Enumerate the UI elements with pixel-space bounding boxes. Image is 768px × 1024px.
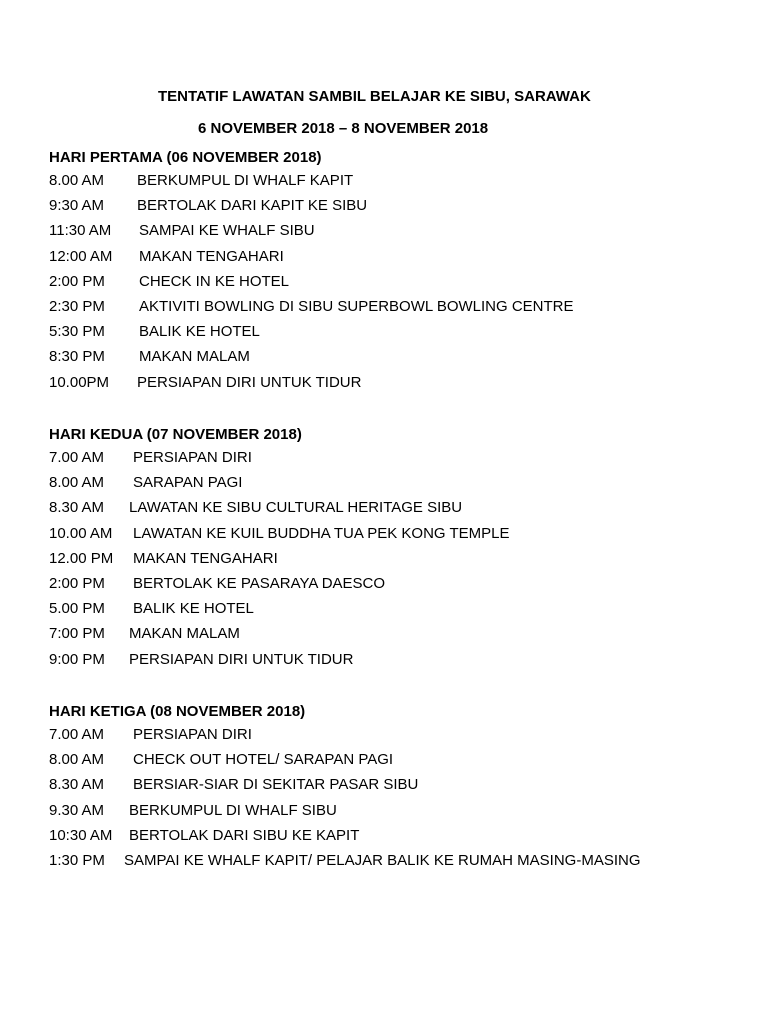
schedule-time: 9:30 AM [49, 197, 105, 215]
schedule-row [49, 445, 749, 470]
schedule-activity: MAKAN MALAM [139, 348, 250, 366]
schedule-row [49, 823, 749, 848]
schedule-activity: LAWATAN KE SIBU CULTURAL HERITAGE SIBU [129, 499, 463, 517]
schedule-row [49, 596, 749, 621]
day-two-heading: HARI KEDUA (07 NOVEMBER 2018) [49, 426, 302, 443]
schedule-row [49, 218, 749, 243]
schedule-row [49, 193, 749, 218]
schedule-activity: PERSIAPAN DIRI [133, 449, 252, 466]
schedule-activity: SARAPAN PAGI [133, 474, 243, 492]
schedule-row [49, 294, 749, 319]
schedule-activity: MAKAN MALAM [129, 625, 240, 643]
schedule-time: 8.00 AM [49, 172, 105, 189]
day-two-section [49, 425, 749, 672]
schedule-row [49, 772, 749, 797]
schedule-row [49, 344, 749, 369]
schedule-activity: AKTIVITI BOWLING DI SIBU SUPERBOWL BOWLING CENTRE [139, 297, 574, 315]
schedule-row [49, 370, 749, 395]
schedule-activity: BERTOLAK KE PASARAYA DAESCO [133, 574, 386, 592]
schedule-row [49, 798, 749, 823]
schedule-row [49, 168, 749, 193]
schedule-activity: BERSIAR-SIAR DI SEKITAR PASAR SIBU [133, 776, 419, 794]
schedule-time: 7.00 AM [49, 726, 105, 743]
schedule-row [49, 571, 749, 596]
schedule-row [49, 319, 749, 344]
schedule-row [49, 722, 749, 747]
schedule-time: 1:30 PM [49, 851, 105, 869]
schedule-activity: CHECK IN KE HOTEL [139, 272, 290, 290]
schedule-time: 2:30 PM [49, 297, 105, 315]
schedule-activity: MAKAN TENGAHARI [139, 247, 284, 265]
document-title: TENTATIF LAWATAN SAMBIL BELAJAR KE SIBU, SARAWAK [158, 88, 591, 105]
schedule-activity: PERSIAPAN DIRI UNTUK TIDUR [137, 373, 362, 391]
schedule-row [49, 244, 749, 269]
schedule-time: 9:00 PM [49, 650, 105, 668]
schedule-activity: BERTOLAK DARI SIBU KE KAPIT [129, 826, 360, 844]
schedule-activity: BALIK KE HOTEL [133, 600, 254, 618]
schedule-activity: BERKUMPUL DI WHALF KAPIT [137, 172, 354, 189]
schedule-activity: PERSIAPAN DIRI UNTUK TIDUR [129, 650, 354, 668]
schedule-activity: SAMPAI KE WHALF SIBU [139, 222, 315, 240]
schedule-time: 8:30 PM [49, 348, 105, 366]
day-three-section [49, 702, 749, 873]
schedule-activity: SAMPAI KE WHALF KAPIT/ PELAJAR BALIK KE RUMAH MASING-MASING [124, 851, 641, 869]
day-three-heading: HARI KETIGA (08 NOVEMBER 2018) [49, 703, 306, 720]
schedule-time: 7:00 PM [49, 625, 105, 643]
schedule-time: 12.00 PM [49, 549, 114, 567]
schedule-row [49, 848, 749, 873]
schedule-activity: CHECK OUT HOTEL/ SARAPAN PAGI [133, 751, 394, 769]
schedule-time: 2:00 PM [49, 272, 105, 290]
schedule-row [49, 747, 749, 772]
schedule-activity: BERKUMPUL DI WHALF SIBU [129, 801, 337, 819]
schedule-time: 12:00 AM [49, 247, 113, 265]
schedule-time: 8.00 AM [49, 474, 105, 492]
date-range: 6 NOVEMBER 2018 – 8 NOVEMBER 2018 [198, 120, 489, 137]
schedule-time: 8.30 AM [49, 776, 105, 794]
schedule-row [49, 470, 749, 495]
day-one-heading: HARI PERTAMA (06 NOVEMBER 2018) [49, 149, 322, 166]
schedule-row [49, 546, 749, 571]
schedule-row [49, 621, 749, 646]
schedule-time: 8.00 AM [49, 751, 105, 769]
schedule-row [49, 647, 749, 672]
schedule-row [49, 521, 749, 546]
schedule-time: 10.00 AM [49, 524, 113, 542]
schedule-time: 8.30 AM [49, 499, 105, 517]
schedule-time: 2:00 PM [49, 574, 105, 592]
schedule-time: 5.00 PM [49, 600, 105, 618]
schedule-activity: PERSIAPAN DIRI [133, 726, 252, 743]
schedule-time: 5:30 PM [49, 323, 105, 341]
schedule-row [49, 269, 749, 294]
schedule-time: 10.00PM [49, 373, 110, 391]
schedule-activity: BALIK KE HOTEL [139, 323, 260, 341]
schedule-time: 11:30 AM [49, 222, 112, 240]
schedule-time: 9.30 AM [49, 801, 105, 819]
schedule-activity: LAWATAN KE KUIL BUDDHA TUA PEK KONG TEMPLE [133, 524, 510, 542]
schedule-activity: BERTOLAK DARI KAPIT KE SIBU [137, 197, 368, 215]
day-one-section [49, 148, 749, 395]
schedule-time: 10:30 AM [49, 826, 113, 844]
schedule-row [49, 495, 749, 520]
schedule-activity: MAKAN TENGAHARI [133, 549, 278, 567]
schedule-time: 7.00 AM [49, 449, 105, 466]
